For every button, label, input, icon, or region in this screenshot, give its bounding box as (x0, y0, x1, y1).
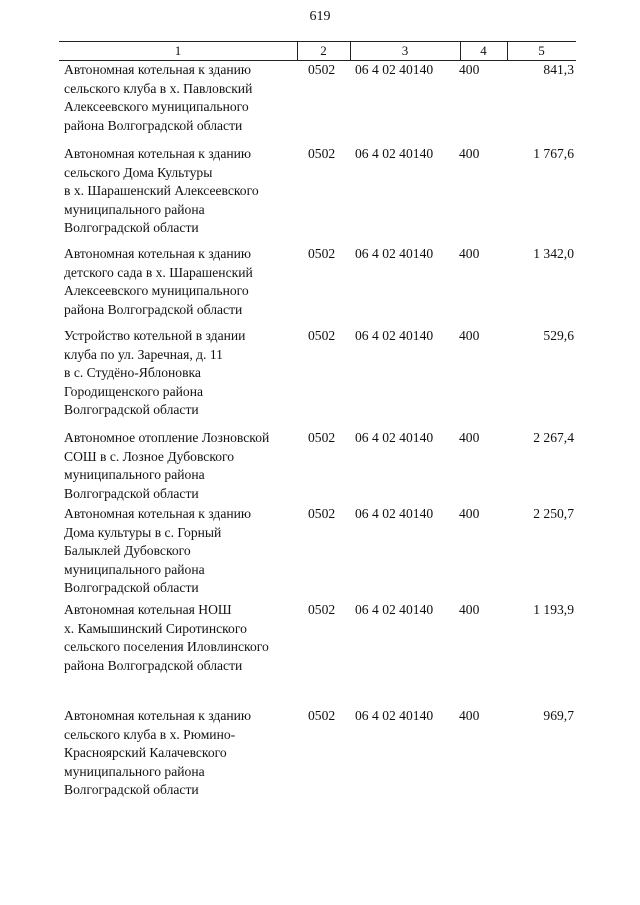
description-line: района Волгоградской области (64, 117, 243, 133)
description-line: Автономное отопление Лозновской (64, 430, 270, 445)
description-line: сельского клуба в х. Рюмино- (64, 726, 236, 742)
amount: 1 342,0 (533, 246, 574, 261)
description-line: Автономная котельная к зданию (64, 146, 252, 161)
expense-type-code: 400 (459, 602, 480, 617)
description-line: Устройство котельной в здании (64, 328, 246, 343)
description-line: Волгоградской области (64, 580, 199, 595)
description-line: района Волгоградской области (64, 301, 243, 317)
expense-type-code: 400 (459, 328, 480, 343)
row-description (64, 327, 296, 420)
description-line: сельского клуба в х. Павловский (64, 80, 253, 96)
section-code: 0502 (308, 246, 336, 261)
column-header-2: 2 (320, 43, 327, 58)
page-number: 619 (309, 9, 331, 24)
description-line: Автономная котельная НОШ (64, 602, 232, 617)
section-code: 0502 (308, 506, 336, 521)
description-line: муниципального района (64, 467, 205, 482)
description-line: Волгоградской области (64, 782, 199, 797)
row-description (64, 429, 296, 503)
description-line: в с. Студёно-Яблоновка (64, 365, 201, 380)
description-line: Алексеевского муниципального (64, 283, 249, 298)
description-line: сельского поселения Иловлинского (64, 639, 269, 654)
amount: 2 267,4 (533, 430, 574, 445)
description-line: клуба по ул. Заречная, д. 11 (64, 346, 223, 362)
budget-table (59, 41, 576, 797)
amount: 2 250,7 (533, 506, 574, 521)
description-line: района Волгоградской области (64, 657, 243, 673)
row-description (64, 245, 296, 319)
column-divider (350, 42, 351, 60)
amount: 969,7 (543, 708, 574, 723)
section-code: 0502 (308, 430, 336, 445)
amount: 1 767,6 (533, 146, 574, 161)
description-line: сельского Дома Культуры (64, 164, 213, 180)
section-code: 0502 (308, 328, 336, 343)
target-article-code: 06 4 02 40140 (355, 708, 434, 723)
section-code: 0502 (308, 146, 336, 161)
row-description (64, 61, 296, 135)
description-line: Дома культуры в с. Горный (64, 524, 222, 540)
target-article-code: 06 4 02 40140 (355, 62, 434, 77)
description-line: Автономная котельная к зданию (64, 246, 252, 261)
description-line: СОШ в с. Лозное Дубовского (64, 448, 235, 464)
column-divider (460, 42, 461, 60)
expense-type-code: 400 (459, 146, 480, 161)
target-article-code: 06 4 02 40140 (355, 146, 434, 161)
section-code: 0502 (308, 602, 336, 617)
description-line: Городищенского района (64, 383, 204, 399)
description-line: Автономная котельная к зданию (64, 62, 252, 77)
column-header-4: 4 (480, 43, 487, 58)
description-line: Волгоградской области (64, 402, 199, 417)
description-line: х. Камышинский Сиротинского (64, 620, 247, 636)
row-description (64, 601, 296, 675)
target-article-code: 06 4 02 40140 (355, 430, 434, 445)
description-line: муниципального района (64, 561, 205, 577)
description-line: Автономная котельная к зданию (64, 506, 252, 521)
section-code: 0502 (308, 708, 336, 723)
amount: 1 193,9 (533, 602, 574, 617)
expense-type-code: 400 (459, 506, 480, 521)
expense-type-code: 400 (459, 708, 480, 723)
description-line: муниципального района (64, 763, 205, 779)
description-line: Алексеевского муниципального (64, 99, 249, 114)
description-line: детского сада в х. Шарашенский (64, 264, 253, 280)
target-article-code: 06 4 02 40140 (355, 246, 434, 261)
description-line: Балыклей Дубовского (64, 543, 191, 558)
column-divider (297, 42, 298, 60)
target-article-code: 06 4 02 40140 (355, 506, 434, 521)
amount: 841,3 (543, 62, 574, 77)
description-line: муниципального района (64, 201, 205, 217)
description-line: Автономная котельная к зданию (64, 708, 252, 723)
column-header-5: 5 (538, 43, 545, 58)
row-description (64, 505, 296, 598)
column-header-1: 1 (174, 43, 182, 58)
description-line: Красноярский Калачевского (64, 745, 227, 760)
target-article-code: 06 4 02 40140 (355, 602, 434, 617)
table-header (59, 41, 576, 61)
column-header-3: 3 (401, 43, 409, 58)
amount: 529,6 (543, 328, 574, 343)
expense-type-code: 400 (459, 62, 480, 77)
expense-type-code: 400 (459, 246, 480, 261)
expense-type-code: 400 (459, 430, 480, 445)
description-line: Волгоградской области (64, 485, 199, 501)
column-divider (507, 42, 508, 60)
description-line: Волгоградской области (64, 220, 199, 235)
section-code: 0502 (308, 62, 336, 77)
row-description (64, 707, 296, 800)
row-description (64, 145, 296, 238)
target-article-code: 06 4 02 40140 (355, 328, 434, 343)
description-line: в х. Шарашенский Алексеевского (64, 183, 259, 198)
